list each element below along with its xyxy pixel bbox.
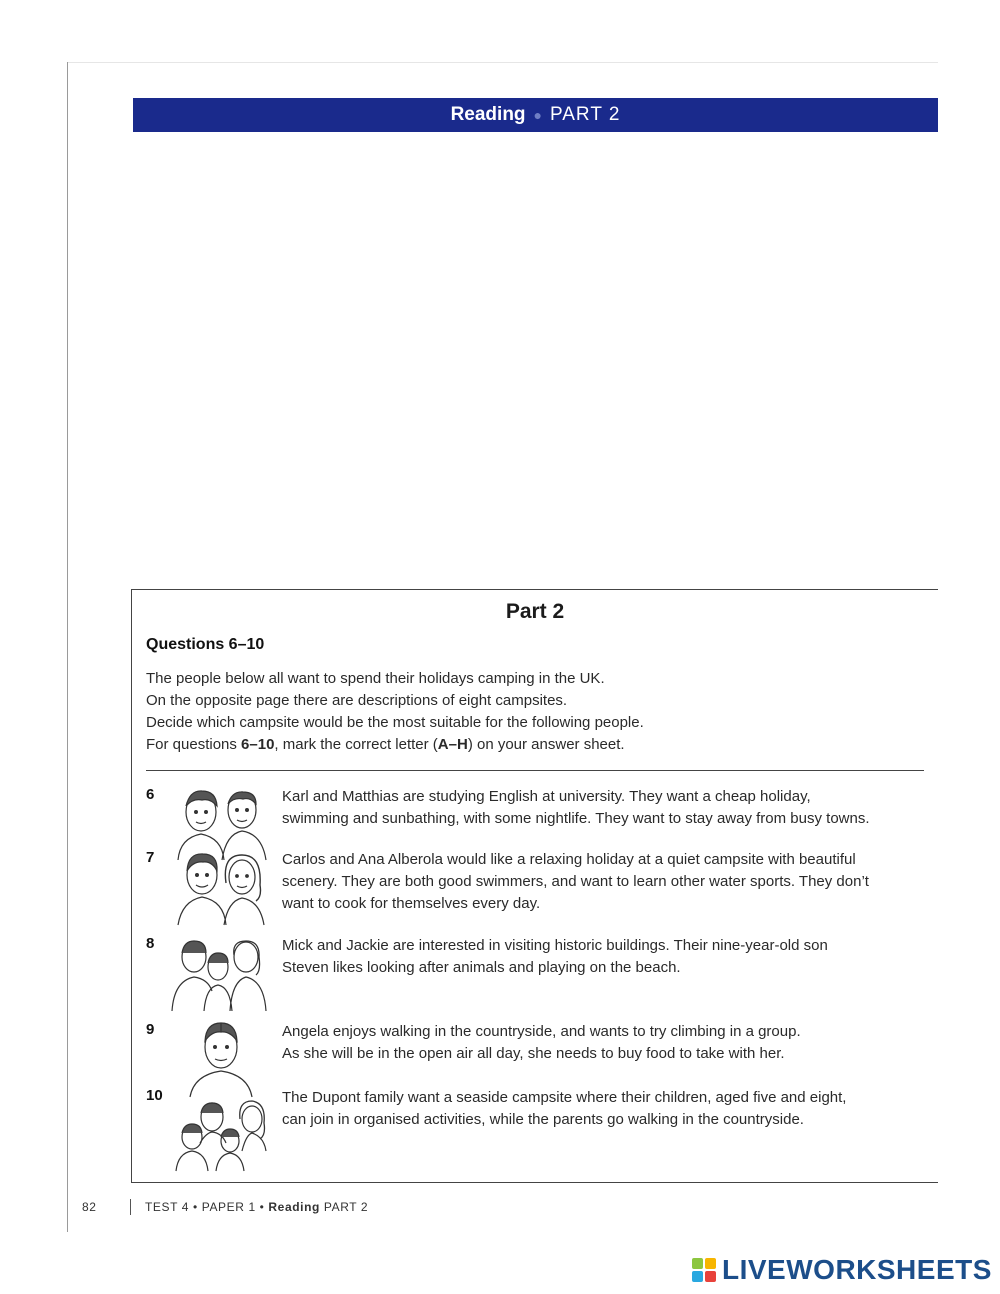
question-text: Karl and Matthias are studying English at university. They want a cheap holiday, swimming and sunbathing, with some nightlife. They want to stay away from busy towns.	[282, 788, 870, 827]
liveworksheets-brand[interactable]	[692, 1254, 992, 1286]
questions-heading: Questions 6–10	[146, 636, 265, 653]
footer-separator	[130, 1199, 131, 1215]
part-title: Part 2	[505, 600, 565, 623]
question-text: Carlos and Ana Alberola would like a relaxing holiday at a quiet campsite with beautiful scenery. They are both good swimmers, and want to learn other water sports. They don’t want to cook for themselves every day.	[282, 851, 869, 912]
divider	[146, 770, 924, 771]
family-of-four-illustration-icon	[166, 1091, 276, 1173]
liveworksheets-logo-icon	[692, 1258, 716, 1282]
instruction-line: On the opposite page there are descriptions of eight campsites.	[146, 692, 568, 709]
question-number: 6	[146, 786, 155, 803]
question-text: Mick and Jackie are interested in visiting historic buildings. Their nine-year-old son Steven likes looking after animals and playing on the beach.	[282, 937, 828, 976]
page-edge	[67, 62, 68, 1232]
question-text: The Dupont family want a seaside campsite where their children, aged five and eight, can join in organised activities, while the parents go walking in the countryside.	[282, 1089, 847, 1128]
header-part: PART 2	[550, 104, 621, 125]
couple-illustration-icon	[166, 845, 276, 927]
instruction-line: The people below all want to spend their holidays camping in the UK.	[146, 670, 605, 687]
bullet-icon: ●	[533, 107, 542, 123]
question-text: Angela enjoys walking in the countryside, and wants to try climbing in a group. As she will be in the open air all day, she needs to buy food to take with her.	[282, 1023, 801, 1062]
page-number: 82	[82, 1200, 97, 1214]
task-box	[131, 589, 938, 1183]
question-number: 7	[146, 849, 155, 866]
section-header-bar	[133, 98, 938, 132]
header-reading: Reading	[450, 104, 526, 125]
brand-name: LIVEWORKSHEETS	[722, 1254, 992, 1285]
question-number: 10	[146, 1087, 163, 1104]
instruction-line: For questions 6–10, mark the correct letter (A–H) on your answer sheet.	[146, 736, 625, 753]
instructions	[146, 668, 926, 756]
woman-portrait-illustration-icon	[166, 1017, 276, 1099]
footer-text: TEST 4 • PAPER 1 • Reading PART 2	[145, 1200, 369, 1214]
top-rule	[68, 62, 938, 63]
question-number: 9	[146, 1021, 155, 1038]
instruction-line: Decide which campsite would be the most suitable for the following people.	[146, 714, 644, 731]
page-footer	[82, 1199, 368, 1215]
family-of-three-illustration-icon	[166, 931, 276, 1013]
question-number: 8	[146, 935, 155, 952]
